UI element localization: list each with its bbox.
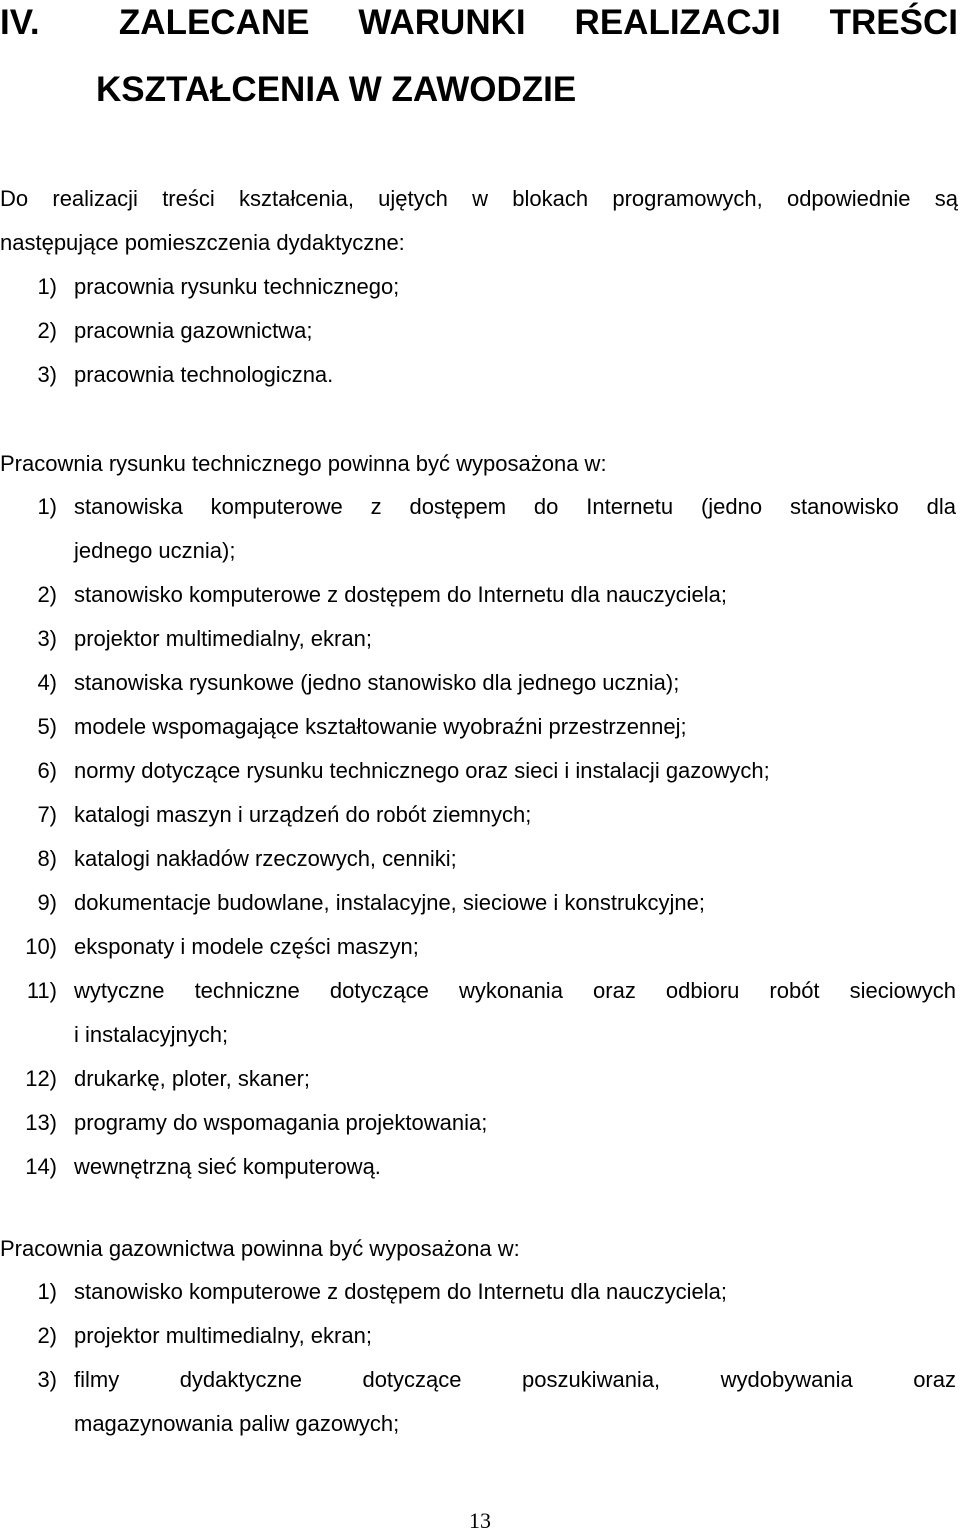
- item-number: 5): [37, 714, 57, 739]
- section2-equipment-list: [0, 1277, 956, 1453]
- item-text-line: filmy dydaktyczne dotyczące poszukiwania, wydobywania oraz: [74, 1367, 956, 1392]
- item-text: [74, 1064, 956, 1094]
- item-text: [74, 1108, 956, 1138]
- item-text: [74, 800, 956, 830]
- item-number: 14): [25, 1154, 57, 1179]
- heading-word: ZALECANE: [118, 3, 310, 42]
- rooms-list: [0, 272, 956, 390]
- item-text: [74, 1365, 956, 1439]
- list-item: [0, 1277, 956, 1307]
- item-text-line: programy do wspomagania projektowania;: [74, 1110, 488, 1135]
- item-number: 9): [37, 890, 57, 915]
- item-text-line: normy dotyczące rysunku technicznego oraz sieci i instalacji gazowych;: [74, 758, 770, 783]
- item-text: [74, 1152, 956, 1182]
- list-item: [0, 1108, 956, 1138]
- list-item: [0, 668, 956, 698]
- intro-paragraph-line1: [0, 184, 958, 214]
- item-text-line: drukarkę, ploter, skaner;: [74, 1066, 311, 1091]
- item-number: 8): [37, 846, 57, 871]
- item-text: [74, 932, 956, 962]
- item-text: [74, 1321, 956, 1351]
- item-text-line: stanowisko komputerowe z dostępem do Internetu dla nauczyciela;: [74, 582, 728, 607]
- heading-word: REALIZACJI: [574, 3, 781, 42]
- item-text-line: projektor multimedialny, ekran;: [74, 626, 372, 651]
- item-number: 1): [37, 1279, 57, 1304]
- item-number: 2): [37, 582, 57, 607]
- item-number: 6): [37, 758, 57, 783]
- item-text-line: stanowiska rysunkowe (jedno stanowisko dla jednego ucznia);: [74, 670, 680, 695]
- item-number: 2): [37, 318, 57, 343]
- item-text: [74, 976, 956, 1050]
- item-number: 2): [37, 1323, 57, 1348]
- item-text-line: wytyczne techniczne dotyczące wykonania oraz odbioru robót sieciowych: [74, 978, 956, 1003]
- item-text-line: modele wspomagające kształtowanie wyobraźni przestrzennej;: [74, 714, 687, 739]
- item-text-line: i instalacyjnych;: [74, 1022, 229, 1047]
- item-text-line: projektor multimedialny, ekran;: [74, 1323, 372, 1348]
- item-text-line: katalogi maszyn i urządzeń do robót ziemnych;: [74, 802, 532, 827]
- item-text: [74, 668, 956, 698]
- item-number: 4): [37, 670, 57, 695]
- item-text-line: stanowiska komputerowe z dostępem do Internetu (jedno stanowisko dla: [74, 494, 956, 519]
- list-item: [0, 316, 956, 346]
- list-item: [0, 1152, 956, 1182]
- item-text-line: eksponaty i modele części maszyn;: [74, 934, 419, 959]
- item-number: 3): [37, 1367, 57, 1392]
- item-number: 7): [37, 802, 57, 827]
- item-text: pracownia technologiczna.: [74, 362, 334, 387]
- item-text: [74, 756, 956, 786]
- section2-title: Pracownia gazownictwa powinna być wyposażona w:: [0, 1236, 520, 1261]
- chapter-heading-line2: KSZTAŁCENIA W ZAWODZIE: [96, 70, 577, 109]
- item-text-line: dokumentacje budowlane, instalacyjne, sieciowe i konstrukcyjne;: [74, 890, 706, 915]
- list-item: [0, 800, 956, 830]
- item-text: [74, 624, 956, 654]
- list-item: [0, 1365, 956, 1439]
- list-item: [0, 624, 956, 654]
- item-number: 11): [26, 978, 57, 1003]
- intro-paragraph-line2: następujące pomieszczenia dydaktyczne:: [0, 230, 405, 255]
- item-text: pracownia gazownictwa;: [74, 318, 313, 343]
- item-text: pracownia rysunku technicznego;: [74, 274, 400, 299]
- item-number: 1): [37, 494, 57, 519]
- list-item: [0, 580, 956, 610]
- item-text: [74, 888, 956, 918]
- list-item: [0, 888, 956, 918]
- heading-word: TREŚCI: [829, 3, 958, 42]
- item-number: 1): [37, 274, 57, 299]
- section1-equipment-list: [0, 492, 956, 1196]
- chapter-number: IV.: [0, 3, 40, 42]
- item-text: [74, 844, 956, 874]
- item-text: [74, 1277, 956, 1307]
- item-number: 12): [25, 1066, 57, 1091]
- list-item: [0, 360, 956, 390]
- item-number: 10): [25, 934, 57, 959]
- list-item: [0, 712, 956, 742]
- list-item: [0, 844, 956, 874]
- list-item: [0, 272, 956, 302]
- chapter-heading-line1: [0, 0, 958, 46]
- item-text-line: magazynowania paliw gazowych;: [74, 1411, 400, 1436]
- item-text-line: stanowisko komputerowe z dostępem do Internetu dla nauczyciela;: [74, 1279, 728, 1304]
- item-text: [74, 492, 956, 566]
- list-item: [0, 976, 956, 1050]
- heading-word: WARUNKI: [358, 3, 526, 42]
- item-number: 13): [25, 1110, 57, 1135]
- section1-title: Pracownia rysunku technicznego powinna być wyposażona w:: [0, 451, 607, 476]
- page-number: 13: [469, 1508, 491, 1533]
- list-item: [0, 756, 956, 786]
- list-item: [0, 492, 956, 566]
- item-number: 3): [37, 626, 57, 651]
- intro-text-line1: Do realizacji treści kształcenia, ujętych w blokach programowych, odpowiednie są: [0, 186, 958, 211]
- list-item: [0, 1064, 956, 1094]
- item-number: 3): [37, 362, 57, 387]
- item-text-line: jednego ucznia);: [74, 538, 236, 563]
- list-item: [0, 932, 956, 962]
- list-item: [0, 1321, 956, 1351]
- item-text-line: wewnętrzną sieć komputerową.: [74, 1154, 381, 1179]
- item-text: [74, 712, 956, 742]
- item-text-line: katalogi nakładów rzeczowych, cenniki;: [74, 846, 457, 871]
- item-text: [74, 580, 956, 610]
